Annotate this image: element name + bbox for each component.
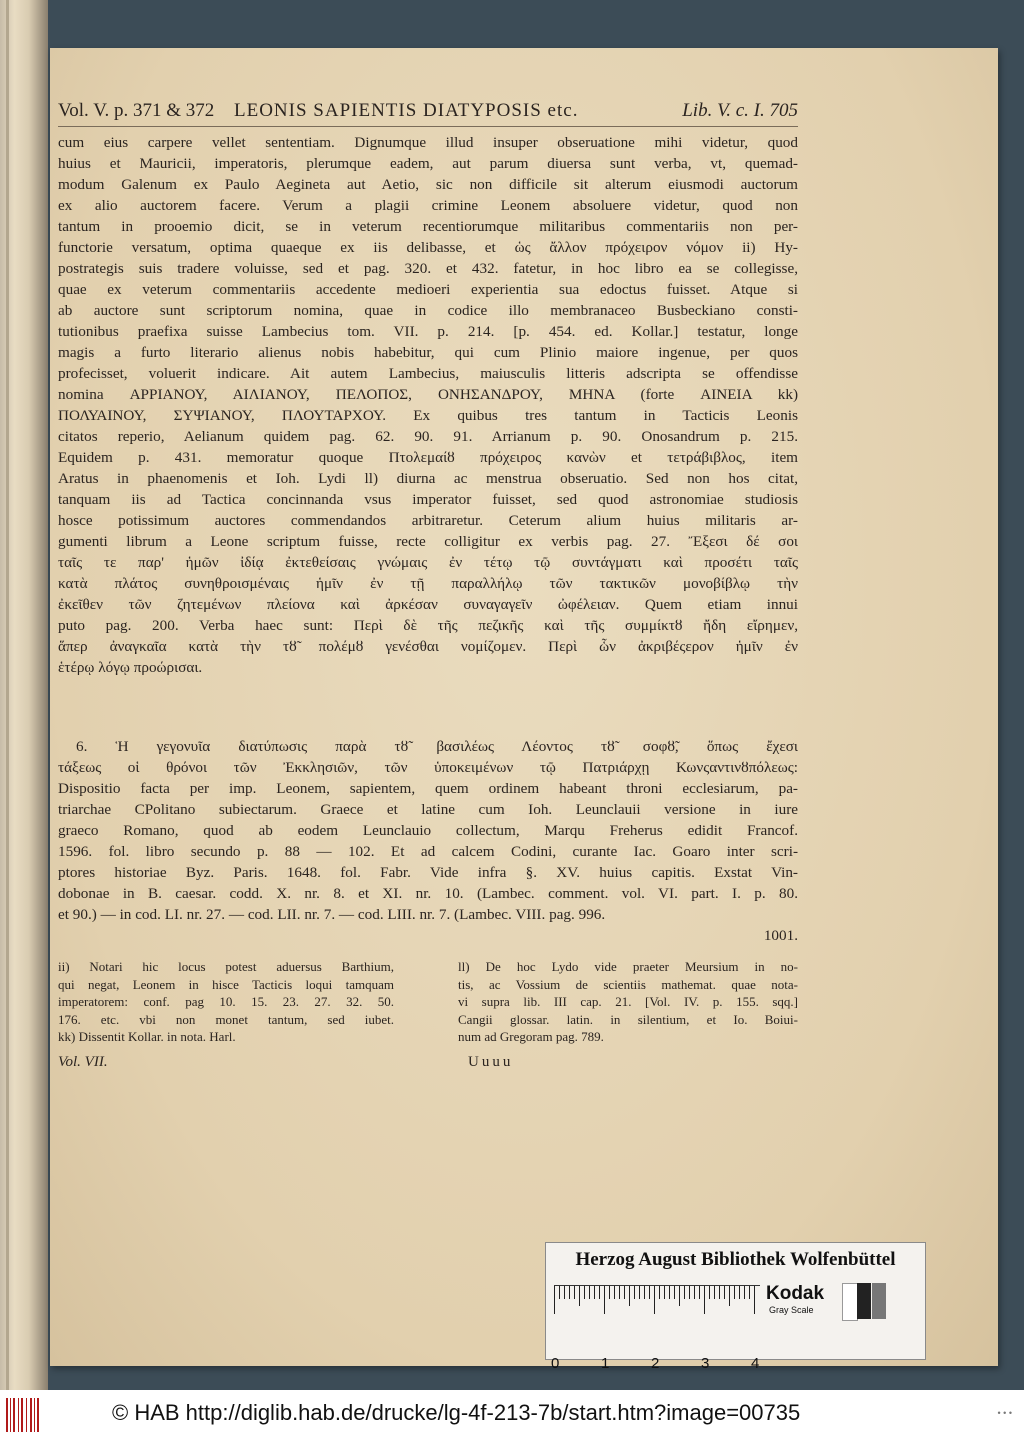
text-line: qui negat, Leonem in hisce Tacticis loqui tamquam (58, 976, 394, 992)
text-line: 1596. fol. libro secundo p. 88 — 102. Et ad calcem Codini, curante Iac. Goaro inter scri- (58, 843, 798, 860)
ruler-tick (564, 1286, 565, 1299)
ruler-number: 4 (751, 1355, 760, 1372)
left-page-edge (0, 0, 48, 1390)
text-line: ii) Notari hic locus potest aduersus Barthium, (58, 959, 394, 974)
barcode-bar (37, 1398, 39, 1432)
ruler-tick (594, 1286, 595, 1299)
ruler-tick (614, 1286, 615, 1299)
header-rule (58, 126, 798, 127)
ruler-tick (744, 1286, 745, 1299)
ruler-number: 0 (551, 1355, 560, 1372)
gathering-mark: Uuuu (468, 1054, 514, 1070)
library-name: Herzog August Bibliothek Wolfenbüttel (575, 1249, 896, 1270)
text-line: gumenti librum a Leone scriptum fuisse, recte colligitur ex verbis pag. 27. Ἔξεσι δέ σοι (58, 533, 798, 550)
text-line: ἅπερ ἀναγκαῖα κατὰ τὴν τȣ̃ πολέμȣ γενέσθαι νομίζομεν. Περὶ ὧν ἀκριβέςερον ἡμῖν ἐν (58, 638, 798, 655)
ruler-tick (629, 1286, 630, 1306)
barcode-bar (21, 1398, 23, 1432)
footer-dots: • • • (997, 1408, 1012, 1418)
ruler-tick (649, 1286, 650, 1299)
text-line: ll) De hoc Lydo vide praeter Meursium in no- (458, 959, 798, 974)
viewer-footer (0, 1390, 1024, 1440)
text-line: kk) Dissentit Kollar. in nota. Harl. (58, 1029, 236, 1045)
ruler-tick (639, 1286, 640, 1299)
swatch-gray (872, 1283, 886, 1319)
ruler-tick (619, 1286, 620, 1299)
text-line: nomina ΑΡΡΙΑΝΟΥ, ΑΙΛΙΑΝΟΥ, ΠΕΛΟΠΟΣ, ΟΝΗΣΑΝΔΡΟΥ, ΜΗΝΑ (forte ΑΙΝΕΙΑ kk) (58, 386, 798, 403)
ruler-tick (664, 1286, 665, 1299)
barcode-bar (18, 1398, 19, 1432)
ruler-tick (669, 1286, 670, 1299)
text-line: ab auctore sunt scriptorum nomina, quae in codice illo membranaceo Busbeckiano consti- (58, 302, 798, 319)
ruler-tick (634, 1286, 635, 1299)
header-book-page: Lib. V. c. I. 705 (682, 100, 798, 121)
ruler-tick (569, 1286, 570, 1299)
text-line: citatos reperio, Aelianum quidem pag. 62. 90. 91. Arrianum p. 90. Onosandrum p. 215. (58, 428, 798, 445)
ruler-tick (574, 1286, 575, 1299)
ruler-tick (604, 1286, 605, 1314)
text-line: profecisset, voluerit indicare. Ait autem Lambecius, maiusculis litteris adscripta se offendisse (58, 365, 798, 382)
text-line: ταῖς τε παρ' ἡμῶν ἰδίᾳ ἐκτεθείσαις γνώμαις ἐν τέτῳ τῷ συντάγματι καὶ προσέτι ταῖς (58, 554, 798, 571)
ruler-tick (734, 1286, 735, 1299)
ruler-tick (739, 1286, 740, 1299)
text-line: 6. Ἡ γεγονυῖα διατύπωσις παρὰ τȣ̃ βασιλέως Λέοντος τȣ̃ σοφȣ̃, ὅπως ἔχεσι (76, 738, 798, 755)
header-title: LEONIS SAPIENTIS DIATYPOSIS etc. (234, 100, 579, 121)
ruler-tick (554, 1286, 555, 1314)
main-text (58, 132, 798, 678)
text-line: κατὰ πλάτος συνηθροισμέναις ἡμῖν ἐν τῇ παραλλήλῳ τῶν τακτικῶν μονοβίβλῳ τὴν (58, 575, 798, 592)
page-edge-stripe (6, 0, 9, 1390)
text-line: imperatorem: conf. pag 10. 15. 23. 27. 32. 50. (58, 994, 394, 1010)
text-line: num ad Gregoram pag. 789. (458, 1029, 604, 1045)
ruler-tick (724, 1286, 725, 1299)
text-line: τάξεως οἱ θρόνοι τῶν Ἐκκλησιῶν, τῶν ὑποκειμένων τῷ Πατριάρχῃ Κωνςαντινȣπόλεως: (58, 759, 798, 776)
text-line: ἑτέρῳ λόγῳ προώρισαι. (58, 659, 203, 676)
text-line: quae ex veterum commentariis accedente medioeri experientia sua edoctus fuisset. Atque si (58, 281, 798, 298)
running-header (58, 100, 798, 126)
text-line: puto pag. 200. Verba haec sunt: Περὶ δὲ τῆς πεζικῆς καὶ τῆς συμμίκτȣ ἤδη εἴρημεν, (58, 617, 798, 634)
text-line: functorie versatum, optima quaeque ex iis delibasse, et ὡς ἄλλον πρόχειρον νόμον ii) Hy- (58, 239, 798, 256)
ruler-tick (679, 1286, 680, 1306)
ruler-scale (554, 1285, 760, 1332)
barcode-bar (34, 1398, 35, 1432)
section-6 (58, 736, 798, 946)
text-line: cum eius carpere vellet sententiam. Dignumque illud insuper obseruatione mihi videtur, quod (58, 134, 798, 151)
ruler-tick (599, 1286, 600, 1299)
ruler-tick (714, 1286, 715, 1299)
text-line: hosce potissimum auctores commendandos arbitraretur. Ceterum alium huius militaris ar- (58, 512, 798, 529)
swatch-white (842, 1283, 858, 1321)
barcode-bar (10, 1398, 11, 1432)
ruler-tick (584, 1286, 585, 1299)
ruler-tick (559, 1286, 560, 1299)
text-line: modum Galenum ex Paulo Aegineta aut Aetio, sic non difficile sit alterum eiusmodi auctorum (58, 176, 798, 193)
ruler-tick (684, 1286, 685, 1299)
ruler-tick (719, 1286, 720, 1299)
copyright-url[interactable]: © HAB http://diglib.hab.de/drucke/lg-4f-213-7b/start.htm?image=00735 (112, 1400, 801, 1425)
text-line: postrategis suis tradere voluisse, sed et pag. 320. et 432. fatetur, in hoc libro ea se collegisse, (58, 260, 798, 277)
text-line: et 90.) — in cod. LI. nr. 27. — cod. LII. nr. 7. — cod. LIII. nr. 7. (Lambec. VIII. pag. 996. (58, 906, 606, 923)
kodak-brand: Kodak (766, 1283, 825, 1304)
ruler-tick (589, 1286, 590, 1299)
ruler-tick (699, 1286, 700, 1299)
ruler-tick (754, 1286, 755, 1314)
ruler-numbers (551, 1355, 760, 1375)
text-line: tantum in prooemio dicit, se in veterum recentiorumque militaribus commentariis non per- (58, 218, 798, 235)
header-volume: Vol. V. p. 371 & 372 (58, 100, 215, 121)
volume-signature: Vol. VII. (58, 1054, 108, 1070)
text-line: magis a furto literario alienus nobis habebitur, qui cum Plinio maiore ingenue, per quos (58, 344, 798, 361)
text-line: tanquam iis ad Tactica concinnanda vsus imperator fuisset, sed quod astronomiae studiosis (58, 491, 798, 508)
text-line: huius et Mauricii, imperatoris, plerumque eadem, aut parum diuersa sunt verba, vt, quemad- (58, 155, 798, 172)
ruler-tick (654, 1286, 655, 1314)
barcode-bar (30, 1398, 32, 1432)
ruler-tick (674, 1286, 675, 1299)
text-line: ex alio auctorem facere. Verum a plagii crimine Leonem absoluere videtur, quod non (58, 197, 798, 214)
barcode-bar (6, 1398, 8, 1432)
text-line: Cangii glossar. latin. in silentium, et Io. Boiui- (458, 1011, 798, 1027)
text-line: ptores historiae Byz. Paris. 1648. fol. Fabr. Vide infra §. XV. huius capitis. Exstat Vin- (58, 864, 798, 881)
text-line: ἐκεῖθεν τῶν ζητεμένων πλείονα καὶ ἀρκέσαν συναγαγεῖν ὠφέλειαν. Quem etiam innui (58, 596, 798, 613)
gray-scale-caption: Gray Scale (769, 1305, 814, 1315)
text-line: Equidem p. 431. memoratur quoque Πτολεμαίȣ πρόχειρος κανὼν et τετράβιβλος, item (58, 449, 798, 466)
barcode-bar (26, 1398, 27, 1432)
text-line: ΠΟΛΥΑΙΝΟΥ, ΣΥΨΙΑΝΟΥ, ΠΛΟΥΤΑΡΧΟΥ. Ex quibus tres tantum in Tacticis Leonis (58, 407, 798, 424)
ruler-tick (709, 1286, 710, 1299)
library-color-target (545, 1242, 926, 1372)
barcode-bar (13, 1398, 15, 1432)
swatch-black (857, 1283, 871, 1319)
text-line: triarchae CPolitano subiectarum. Graece et latine cum Ioh. Leunclauii versione in iure (58, 801, 798, 818)
section-end-number: 1001. (763, 927, 798, 944)
text-line: tutionibus praefixa suisse Lambecius tom. VII. p. 214. [p. 454. ed. Kollar.] testatur, longe (58, 323, 798, 340)
ruler-tick (694, 1286, 695, 1299)
ruler-tick (609, 1286, 610, 1299)
ruler-tick (689, 1286, 690, 1299)
ruler-tick (729, 1286, 730, 1306)
ruler-tick (644, 1286, 645, 1299)
text-line: dobonae in B. caesar. codd. X. nr. 8. et XI. nr. 10. (Lambec. comment. vol. VI. part. I. p. 80. (58, 885, 798, 902)
ruler-tick (749, 1286, 750, 1299)
text-line: graeco Romano, quod ab eodem Leunclauio collectum, Marqu Freherus edidit Francof. (58, 822, 798, 839)
text-line: Dispositio facta per imp. Leonem, sapientem, quem ordinem habeant throni ecclesiarum, pa- (58, 780, 798, 797)
text-line: Aratus in phaenomenis et Ioh. Lydi ll) diurna ac menstrua obseruatio. Sed non hos citat, (58, 470, 798, 487)
text-line: tis, ac Vossium de scientiis mathemat. quae nota- (458, 976, 798, 992)
ruler-number: 1 (601, 1355, 610, 1372)
ruler-tick (659, 1286, 660, 1299)
footnotes-right (458, 958, 798, 1046)
text-line: 176. etc. vbi non monet tantum, sed iubet. (58, 1011, 394, 1027)
footnotes-left (58, 958, 394, 1046)
ruler-number: 3 (701, 1355, 710, 1372)
ruler-tick (704, 1286, 705, 1314)
ruler-number: 2 (651, 1355, 660, 1372)
barcode-icon (6, 1398, 40, 1432)
text-line: vi supra lib. III cap. 21. [Vol. IV. p. 155. sqq.] (458, 994, 798, 1010)
ruler-tick (579, 1286, 580, 1306)
ruler-tick (624, 1286, 625, 1299)
